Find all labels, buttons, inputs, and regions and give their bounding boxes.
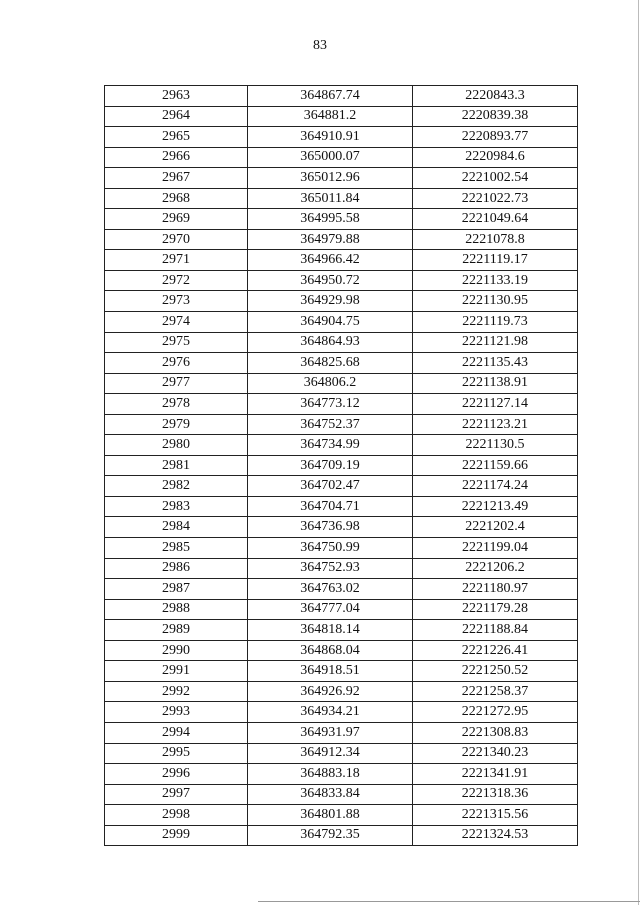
- x-coordinate-cell: 364752.93: [248, 558, 413, 579]
- table-row: [105, 209, 578, 230]
- point-number-cell: 2994: [105, 722, 248, 743]
- y-coordinate-cell: 2221202.4: [413, 517, 578, 538]
- page-edge-right: [638, 0, 639, 905]
- y-coordinate-cell: 2221226.41: [413, 640, 578, 661]
- table-row: [105, 825, 578, 846]
- x-coordinate-cell: 364995.58: [248, 209, 413, 230]
- point-number-cell: 2978: [105, 394, 248, 415]
- y-coordinate-cell: 2221130.95: [413, 291, 578, 312]
- y-coordinate-cell: 2221341.91: [413, 764, 578, 785]
- point-number-cell: 2976: [105, 353, 248, 374]
- point-number-cell: 2977: [105, 373, 248, 394]
- table-row: [105, 229, 578, 250]
- x-coordinate-cell: 365011.84: [248, 188, 413, 209]
- table-row: [105, 291, 578, 312]
- y-coordinate-cell: 2221324.53: [413, 825, 578, 846]
- x-coordinate-cell: 364950.72: [248, 270, 413, 291]
- x-coordinate-cell: 364801.88: [248, 805, 413, 826]
- point-number-cell: 2970: [105, 229, 248, 250]
- table-row: [105, 147, 578, 168]
- x-coordinate-cell: 364777.04: [248, 599, 413, 620]
- y-coordinate-cell: 2221188.84: [413, 620, 578, 641]
- y-coordinate-cell: 2221318.36: [413, 784, 578, 805]
- table-row: [105, 414, 578, 435]
- x-coordinate-cell: 364825.68: [248, 353, 413, 374]
- point-number-cell: 2985: [105, 538, 248, 559]
- x-coordinate-cell: 364931.97: [248, 722, 413, 743]
- point-number-cell: 2991: [105, 661, 248, 682]
- table-row: [105, 743, 578, 764]
- table-row: [105, 332, 578, 353]
- table-row: [105, 620, 578, 641]
- point-number-cell: 2983: [105, 496, 248, 517]
- y-coordinate-cell: 2221199.04: [413, 538, 578, 559]
- table-row: [105, 722, 578, 743]
- x-coordinate-cell: 364806.2: [248, 373, 413, 394]
- y-coordinate-cell: 2221159.66: [413, 455, 578, 476]
- point-number-cell: 2981: [105, 455, 248, 476]
- point-number-cell: 2986: [105, 558, 248, 579]
- y-coordinate-cell: 2221123.21: [413, 414, 578, 435]
- table-row: [105, 784, 578, 805]
- table-row: [105, 106, 578, 127]
- x-coordinate-cell: 365000.07: [248, 147, 413, 168]
- y-coordinate-cell: 2221206.2: [413, 558, 578, 579]
- y-coordinate-cell: 2220893.77: [413, 127, 578, 148]
- y-coordinate-cell: 2221250.52: [413, 661, 578, 682]
- table-row: [105, 188, 578, 209]
- page-number: 83: [313, 38, 327, 53]
- point-number-cell: 2964: [105, 106, 248, 127]
- coordinates-table: [104, 85, 578, 846]
- y-coordinate-cell: 2221179.28: [413, 599, 578, 620]
- y-coordinate-cell: 2221002.54: [413, 168, 578, 189]
- y-coordinate-cell: 2221022.73: [413, 188, 578, 209]
- point-number-cell: 2975: [105, 332, 248, 353]
- x-coordinate-cell: 364881.2: [248, 106, 413, 127]
- table-row: [105, 394, 578, 415]
- x-coordinate-cell: 364773.12: [248, 394, 413, 415]
- point-number-cell: 2973: [105, 291, 248, 312]
- point-number-cell: 2999: [105, 825, 248, 846]
- coordinates-table-body: [105, 86, 578, 846]
- table-row: [105, 681, 578, 702]
- y-coordinate-cell: 2220843.3: [413, 86, 578, 107]
- x-coordinate-cell: 364926.92: [248, 681, 413, 702]
- x-coordinate-cell: 364979.88: [248, 229, 413, 250]
- x-coordinate-cell: 364918.51: [248, 661, 413, 682]
- y-coordinate-cell: 2220984.6: [413, 147, 578, 168]
- point-number-cell: 2997: [105, 784, 248, 805]
- x-coordinate-cell: 364818.14: [248, 620, 413, 641]
- point-number-cell: 2963: [105, 86, 248, 107]
- page-edge-bottom: [258, 901, 640, 902]
- point-number-cell: 2993: [105, 702, 248, 723]
- point-number-cell: 2995: [105, 743, 248, 764]
- point-number-cell: 2965: [105, 127, 248, 148]
- point-number-cell: 2988: [105, 599, 248, 620]
- table-row: [105, 476, 578, 497]
- x-coordinate-cell: 364750.99: [248, 538, 413, 559]
- point-number-cell: 2987: [105, 579, 248, 600]
- x-coordinate-cell: 364763.02: [248, 579, 413, 600]
- y-coordinate-cell: 2221119.73: [413, 312, 578, 333]
- point-number-cell: 2979: [105, 414, 248, 435]
- table-row: [105, 455, 578, 476]
- x-coordinate-cell: 364966.42: [248, 250, 413, 271]
- point-number-cell: 2971: [105, 250, 248, 271]
- table-row: [105, 86, 578, 107]
- x-coordinate-cell: 364736.98: [248, 517, 413, 538]
- table-row: [105, 702, 578, 723]
- y-coordinate-cell: 2221119.17: [413, 250, 578, 271]
- x-coordinate-cell: 364934.21: [248, 702, 413, 723]
- table-row: [105, 435, 578, 456]
- x-coordinate-cell: 364912.34: [248, 743, 413, 764]
- table-row: [105, 805, 578, 826]
- table-row: [105, 661, 578, 682]
- x-coordinate-cell: 364734.99: [248, 435, 413, 456]
- y-coordinate-cell: 2221138.91: [413, 373, 578, 394]
- y-coordinate-cell: 2221130.5: [413, 435, 578, 456]
- y-coordinate-cell: 2221213.49: [413, 496, 578, 517]
- x-coordinate-cell: 364929.98: [248, 291, 413, 312]
- point-number-cell: 2969: [105, 209, 248, 230]
- table-row: [105, 640, 578, 661]
- x-coordinate-cell: 364867.74: [248, 86, 413, 107]
- y-coordinate-cell: 2221340.23: [413, 743, 578, 764]
- point-number-cell: 2967: [105, 168, 248, 189]
- table-row: [105, 312, 578, 333]
- table-row: [105, 353, 578, 374]
- y-coordinate-cell: 2221049.64: [413, 209, 578, 230]
- point-number-cell: 2992: [105, 681, 248, 702]
- point-number-cell: 2980: [105, 435, 248, 456]
- y-coordinate-cell: 2221121.98: [413, 332, 578, 353]
- x-coordinate-cell: 364752.37: [248, 414, 413, 435]
- x-coordinate-cell: 364702.47: [248, 476, 413, 497]
- table-row: [105, 538, 578, 559]
- point-number-cell: 2989: [105, 620, 248, 641]
- table-row: [105, 373, 578, 394]
- x-coordinate-cell: 364709.19: [248, 455, 413, 476]
- point-number-cell: 2982: [105, 476, 248, 497]
- point-number-cell: 2998: [105, 805, 248, 826]
- point-number-cell: 2984: [105, 517, 248, 538]
- x-coordinate-cell: 364868.04: [248, 640, 413, 661]
- x-coordinate-cell: 364792.35: [248, 825, 413, 846]
- x-coordinate-cell: 364904.75: [248, 312, 413, 333]
- table-row: [105, 764, 578, 785]
- point-number-cell: 2968: [105, 188, 248, 209]
- x-coordinate-cell: 364883.18: [248, 764, 413, 785]
- y-coordinate-cell: 2221180.97: [413, 579, 578, 600]
- table-row: [105, 599, 578, 620]
- point-number-cell: 2990: [105, 640, 248, 661]
- table-row: [105, 558, 578, 579]
- x-coordinate-cell: 364704.71: [248, 496, 413, 517]
- table-row: [105, 496, 578, 517]
- y-coordinate-cell: 2221078.8: [413, 229, 578, 250]
- y-coordinate-cell: 2221315.56: [413, 805, 578, 826]
- table-row: [105, 127, 578, 148]
- y-coordinate-cell: 2221258.37: [413, 681, 578, 702]
- table-row: [105, 579, 578, 600]
- y-coordinate-cell: 2220839.38: [413, 106, 578, 127]
- table-row: [105, 250, 578, 271]
- x-coordinate-cell: 364910.91: [248, 127, 413, 148]
- y-coordinate-cell: 2221272.95: [413, 702, 578, 723]
- x-coordinate-cell: 364833.84: [248, 784, 413, 805]
- y-coordinate-cell: 2221133.19: [413, 270, 578, 291]
- y-coordinate-cell: 2221308.83: [413, 722, 578, 743]
- point-number-cell: 2974: [105, 312, 248, 333]
- point-number-cell: 2996: [105, 764, 248, 785]
- y-coordinate-cell: 2221174.24: [413, 476, 578, 497]
- point-number-cell: 2972: [105, 270, 248, 291]
- point-number-cell: 2966: [105, 147, 248, 168]
- table-row: [105, 517, 578, 538]
- table-row: [105, 168, 578, 189]
- y-coordinate-cell: 2221127.14: [413, 394, 578, 415]
- y-coordinate-cell: 2221135.43: [413, 353, 578, 374]
- x-coordinate-cell: 365012.96: [248, 168, 413, 189]
- table-row: [105, 270, 578, 291]
- x-coordinate-cell: 364864.93: [248, 332, 413, 353]
